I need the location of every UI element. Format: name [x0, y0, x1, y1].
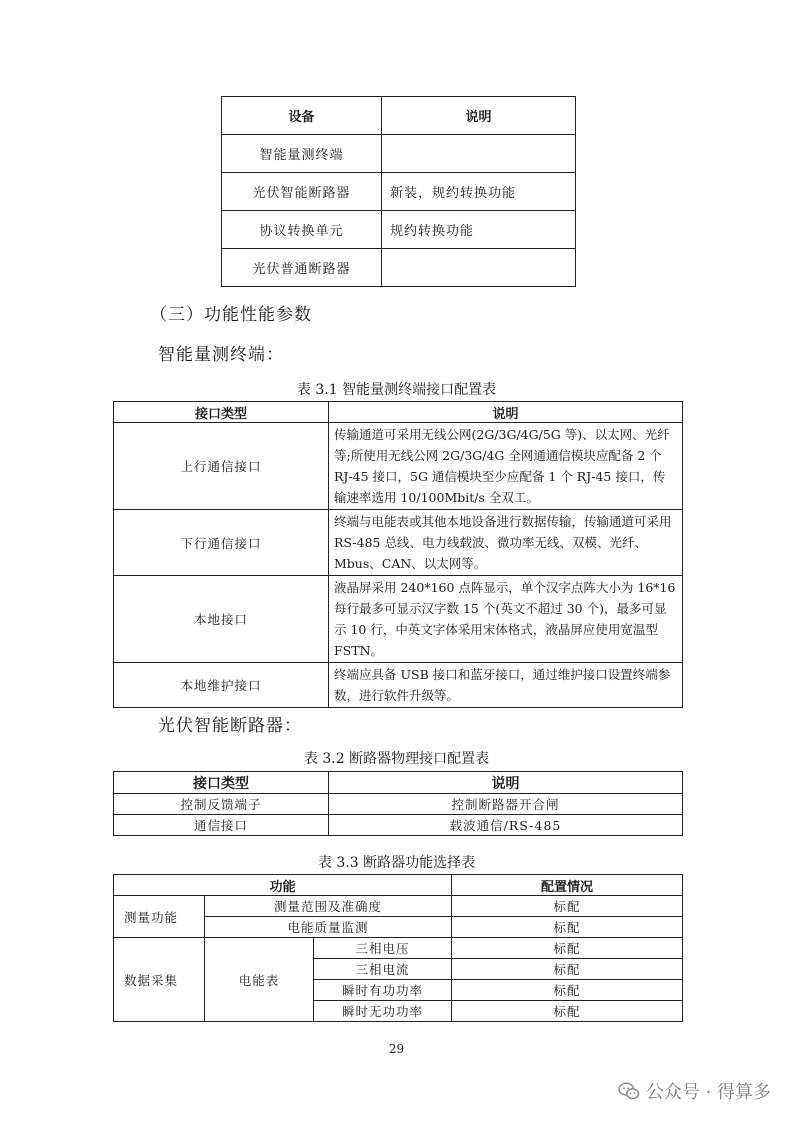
- table-row: [114, 423, 683, 510]
- config-cell: 标配: [452, 896, 683, 917]
- table-header-cell: 配置情况: [452, 875, 683, 896]
- table-row: [222, 135, 576, 173]
- function-name-cell: 瞬时无功功率: [314, 1001, 452, 1022]
- interface-desc-cell: 载波通信/RS-485: [329, 815, 683, 836]
- config-cell: 标配: [452, 959, 683, 980]
- config-cell: 标配: [452, 938, 683, 959]
- table-header-cell: 说明: [329, 772, 683, 794]
- interface-desc-cell: 终端与电能表或其他本地设备进行数据传输，传输通道可采用 RS-485 总线、电力线载波、微功率无线、双模、光纤、Mbus、CAN、以太网等。: [329, 510, 683, 576]
- wechat-icon: [618, 1081, 640, 1101]
- interface-name-cell: 控制反馈端子: [114, 794, 329, 815]
- breaker-function-table: [113, 874, 683, 1022]
- interface-desc-cell: 终端应具备 USB 接口和蓝牙接口，通过维护接口设置终端参数，进行软件升级等。: [329, 663, 683, 708]
- interface-name-cell: 上行通信接口: [114, 423, 329, 510]
- function-name-cell: 测量范围及准确度: [205, 896, 452, 917]
- interface-name-cell: 本地维护接口: [114, 663, 329, 708]
- table-row: [222, 173, 576, 211]
- device-desc-cell: [382, 249, 576, 287]
- page-number: 29: [388, 1042, 405, 1056]
- table-caption: 表 3.1 智能量测终端接口配置表: [296, 382, 497, 398]
- table-header-row: [222, 97, 576, 135]
- table-header-cell: 设备: [222, 97, 382, 135]
- table-header-cell: 接口类型: [114, 772, 329, 794]
- table-header-row: [114, 772, 683, 794]
- breaker-interface-table: [113, 771, 683, 836]
- function-name-cell: 三相电压: [314, 938, 452, 959]
- interface-desc-cell: 传输通道可采用无线公网(2G/3G/4G/5G 等)、以太网、光纤等;所使用无线公网 2G/3G/4G 全网通通信模块应配备 2 个 RJ-45 接口，5G 通信模块至少应配备 1 个 RJ-45 接口，传输速率选用 10/100Mbit/s 全双工。: [329, 423, 683, 510]
- interface-name-cell: 下行通信接口: [114, 510, 329, 576]
- interface-name-cell: 通信接口: [114, 815, 329, 836]
- table-row: [114, 794, 683, 815]
- config-cell: 标配: [452, 980, 683, 1001]
- table-row: [114, 896, 683, 917]
- table-caption: 表 3.2 断路器物理接口配置表: [303, 751, 490, 767]
- device-desc-cell: [382, 135, 576, 173]
- table-row: [114, 815, 683, 836]
- table-row: [222, 211, 576, 249]
- interface-desc-cell: 液晶屏采用 240*160 点阵显示，单个汉字点阵大小为 16*16 每行最多可显示汉字数 15 个(英文不超过 30 个)，最多可显示 10 行，中英文字体采用宋体格式，液晶屏应使用宽温型 FSTN。: [329, 576, 683, 663]
- config-cell: 标配: [452, 917, 683, 938]
- interface-name-cell: 本地接口: [114, 576, 329, 663]
- watermark-text: 公众号 · 得算多: [645, 1082, 771, 1103]
- device-name-cell: 光伏普通断路器: [222, 249, 382, 287]
- function-name-cell: 三相电流: [314, 959, 452, 980]
- table-row: [114, 938, 683, 959]
- device-table: [221, 96, 576, 287]
- table-header-cell: 接口类型: [114, 402, 329, 423]
- device-name-cell: 光伏智能断路器: [222, 173, 382, 211]
- function-group-cell: 测量功能: [114, 896, 205, 938]
- interface-desc-cell: 控制断路器开合闸: [329, 794, 683, 815]
- device-name-cell: 协议转换单元: [222, 211, 382, 249]
- table-caption: 表 3.3 断路器功能选择表: [317, 855, 476, 871]
- table-row: [114, 663, 683, 708]
- function-name-cell: 电能质量监测: [205, 917, 452, 938]
- function-name-cell: 瞬时有功功率: [314, 980, 452, 1001]
- table-row: [222, 249, 576, 287]
- section-title: （三）功能性能参数: [150, 305, 312, 325]
- device-desc-cell: 新装，规约转换功能: [382, 173, 576, 211]
- table-header-cell: 功能: [114, 875, 452, 896]
- table-row: [114, 576, 683, 663]
- table-header-row: [114, 402, 683, 423]
- subtitle-terminal: 智能量测终端：: [158, 345, 284, 365]
- function-subgroup-cell: 电能表: [205, 938, 314, 1022]
- interface-config-table: [113, 401, 683, 708]
- function-group-cell: 数据采集: [114, 938, 205, 1022]
- watermark: [618, 1078, 771, 1104]
- config-cell: 标配: [452, 1001, 683, 1022]
- device-desc-cell: 规约转换功能: [382, 211, 576, 249]
- table-row: [114, 510, 683, 576]
- table-header-row: [114, 875, 683, 896]
- subtitle-breaker: 光伏智能断路器：: [158, 716, 302, 736]
- device-name-cell: 智能量测终端: [222, 135, 382, 173]
- table-header-cell: 说明: [329, 402, 683, 423]
- table-header-cell: 说明: [382, 97, 576, 135]
